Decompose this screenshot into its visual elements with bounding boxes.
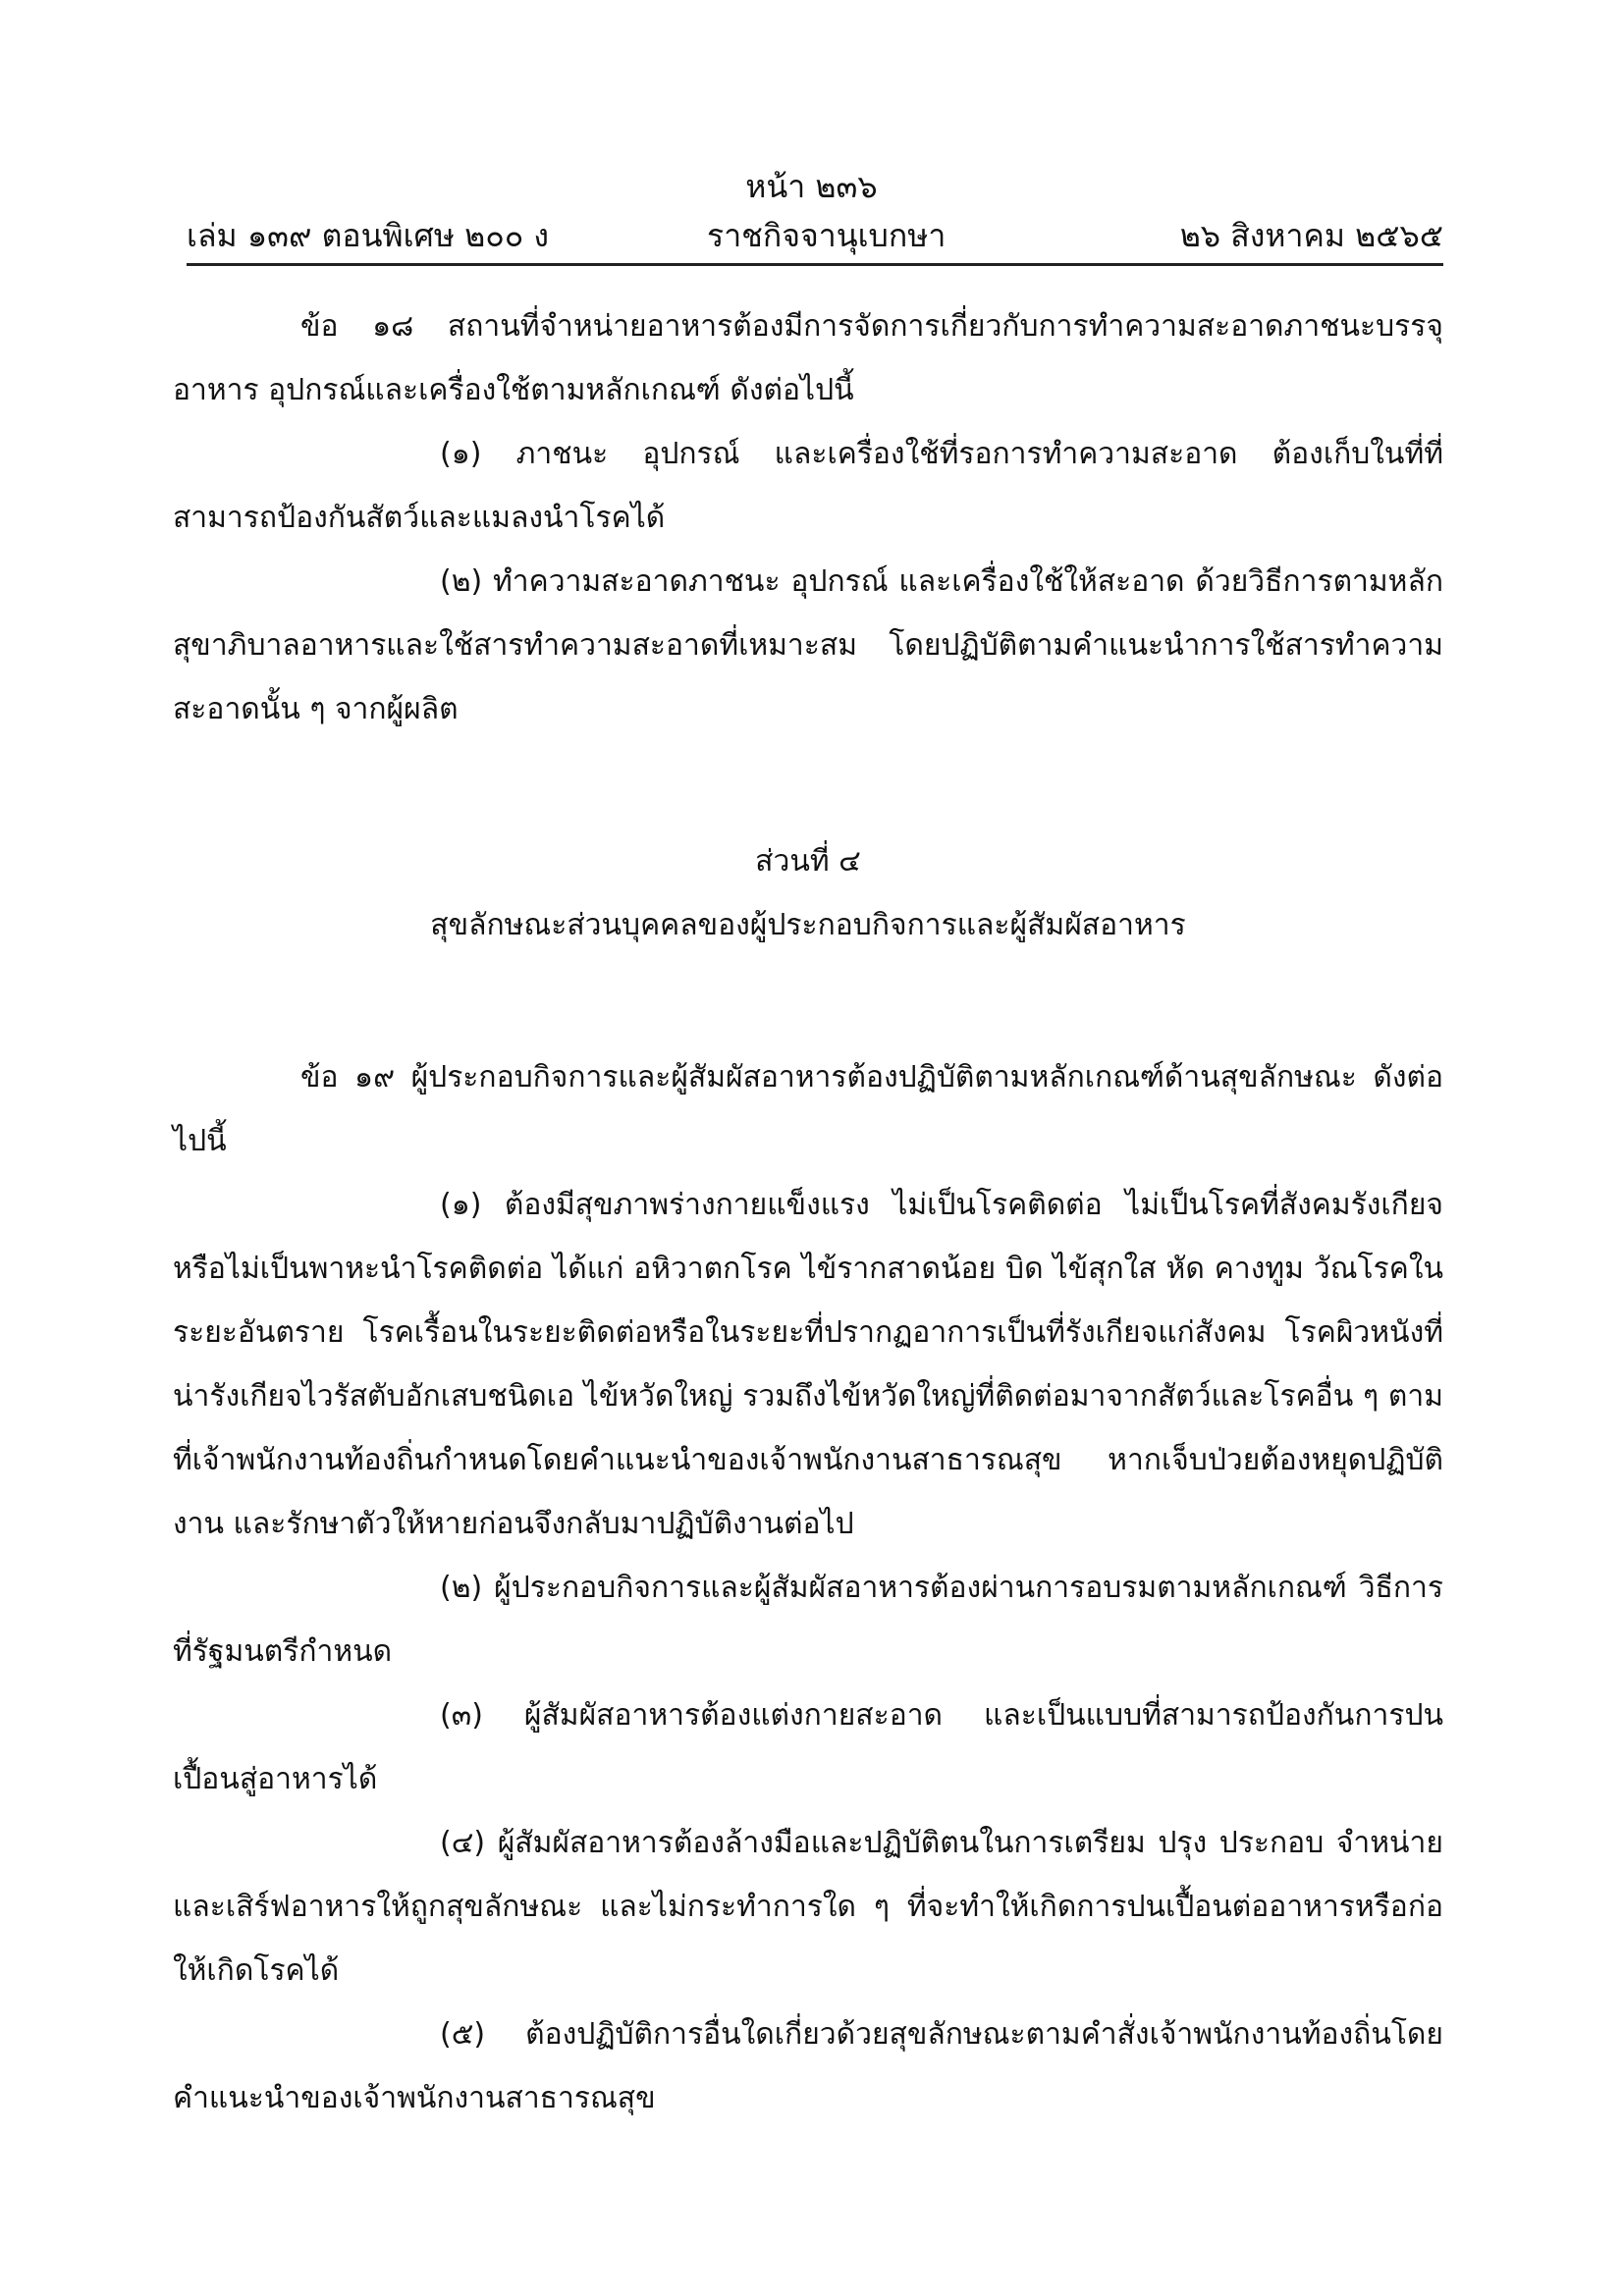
header-divider <box>187 263 1443 266</box>
clause-19-intro: ข้อ ๑๙ ผู้ประกอบกิจการและผู้สัมผัสอาหารต้องปฏิบัติตามหลักเกณฑ์ด้านสุขลักษณะ ดังต่อไปนี้ <box>173 1060 1443 1158</box>
clause-18-intro: ข้อ ๑๘ สถานที่จำหน่ายอาหารต้องมีการจัดการเกี่ยวกับการทำความสะอาดภาชนะบรรจุอาหาร อุปกรณ์และเครื่องใช้ตามหลักเกณฑ์ ดังต่อไปนี้ <box>173 309 1443 407</box>
section-title: สุขลักษณะส่วนบุคคลของผู้ประกอบกิจการและผู้สัมผัสอาหาร <box>430 908 1186 942</box>
spacer <box>173 741 1443 829</box>
spacer <box>173 957 1443 1045</box>
document-body <box>173 294 1443 2130</box>
publication-date: ๒๖ สิงหาคม ๒๕๖๕ <box>1179 217 1443 254</box>
clause-18-item-1: (๑) ภาชนะ อุปกรณ์ และเครื่องใช้ที่รอการทำความสะอาด ต้องเก็บในที่ที่สามารถป้องกันสัตว์และแมลงนำโรคได้ <box>173 437 1443 535</box>
clause-19-item-4: (๔) ผู้สัมผัสอาหารต้องล้างมือและปฏิบัติตนในการเตรียม ปรุง ประกอบ จำหน่าย และเสิร์ฟอาหารให้ถูกสุขลักษณะ และไม่กระทำการใด ๆ ที่จะทำให้เกิดการปนเปื้อนต่ออาหารหรือก่อให้เกิดโรคได้ <box>173 1826 1443 1988</box>
clause-19-item-1: (๑) ต้องมีสุขภาพร่างกายแข็งแรง ไม่เป็นโรคติดต่อ ไม่เป็นโรคที่สังคมรังเกียจ หรือไม่เป็นพาหะนำโรคติดต่อ ได้แก่ อหิวาตกโรค ไข้รากสาดน้อย บิด ไข้สุกใส หัด คางทูม วัณโรคในระยะอันตราย โรคเรื้อนในระยะติดต่อหรือในระยะที่ปรากฏอาการเป็นที่รังเกียจแก่สังคม โรคผิวหนังที่น่ารังเกียจไวรัสตับอักเสบชนิดเอ ไข้หวัดใหญ่ รวมถึงไข้หวัดใหญ่ที่ติดต่อมาจากสัตว์และโรคอื่น ๆ ตามที่เจ้าพนักงานท้องถิ่นกำหนดโดยคำแนะนำของเจ้าพนักงานสาธารณสุข หากเจ็บป่วยต้องหยุดปฏิบัติงาน และรักษาตัวให้หายก่อนจึงกลับมาปฏิบัติงานต่อไป <box>173 1188 1443 1541</box>
gazette-header <box>187 212 1443 259</box>
page-number: หน้า ๒๓๖ <box>745 168 878 205</box>
clause-19-item-5: (๕) ต้องปฏิบัติการอื่นใดเกี่ยวด้วยสุขลักษณะตามคำสั่งเจ้าพนักงานท้องถิ่นโดยคำแนะนำของเจ้าพนักงานสาธารณสุข <box>173 2017 1443 2115</box>
volume-issue: เล่ม ๑๓๙ ตอนพิเศษ ๒๐๐ ง <box>187 217 550 254</box>
clause-19-item-3: (๓) ผู้สัมผัสอาหารต้องแต่งกายสะอาด และเป็นแบบที่สามารถป้องกันการปนเปื้อนสู่อาหารได้ <box>173 1698 1443 1796</box>
clause-18-item-2: (๒) ทำความสะอาดภาชนะ อุปกรณ์ และเครื่องใช้ให้สะอาด ด้วยวิธีการตามหลักสุขาภิบาลอาหารและใช้สารทำความสะอาดที่เหมาะสม โดยปฏิบัติตามคำแนะนำการใช้สารทำความสะอาดนั้น ๆ จากผู้ผลิต <box>173 564 1443 726</box>
gazette-title: ราชกิจจานุเบกษา <box>707 217 947 254</box>
section-number: ส่วนที่ ๔ <box>755 844 861 879</box>
clause-19-item-2: (๒) ผู้ประกอบกิจการและผู้สัมผัสอาหารต้องผ่านการอบรมตามหลักเกณฑ์ วิธีการที่รัฐมนตรีกำหนด <box>173 1571 1443 1669</box>
